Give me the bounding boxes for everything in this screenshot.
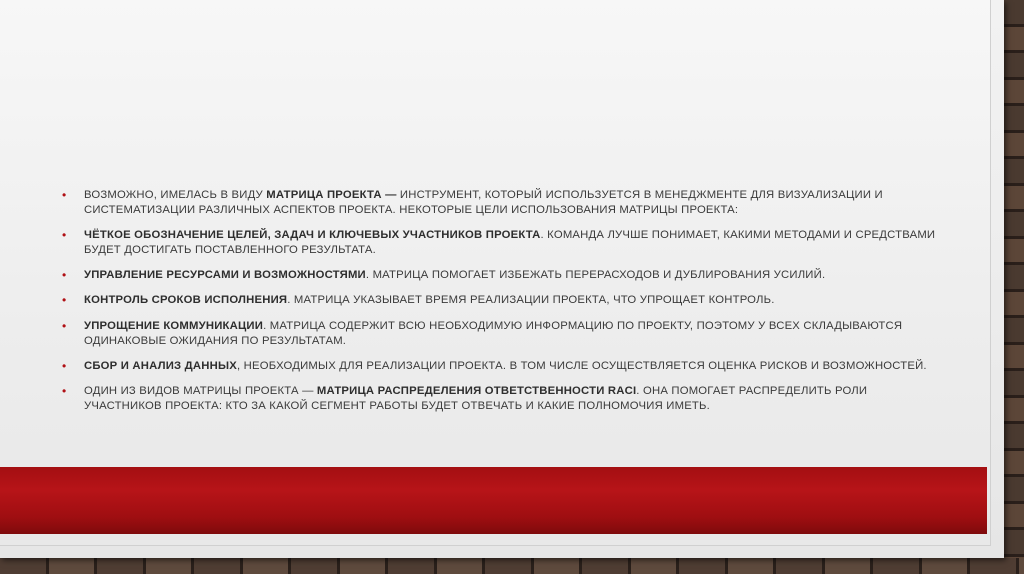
list-item: [62, 359, 942, 374]
item-text-regular: ВОЗМОЖНО, ИМЕЛАСЬ В ВИДУ: [84, 189, 267, 201]
list-item: [62, 228, 942, 258]
list-item: [62, 188, 942, 218]
item-text-regular: . МАТРИЦА СОДЕРЖИТ ВСЮ НЕОБХОДИМУЮ ИНФОРМАЦИЮ ПО ПРОЕКТУ, ПОЭТОМУ У ВСЕХ СКЛАДЫВАЮТСЯ ОДИНАКОВЫЕ ОЖИДАНИЯ ПО РЕЗУЛЬТАТАМ.: [84, 319, 903, 347]
item-text-regular: . МАТРИЦА УКАЗЫВАЕТ ВРЕМЯ РЕАЛИЗАЦИИ ПРОЕКТА, ЧТО УПРОЩАЕТ КОНТРОЛЬ.: [287, 294, 775, 307]
list-item: [62, 319, 942, 349]
list-item: [62, 293, 942, 308]
item-text-regular: . КОМАНДА ЛУЧШЕ ПОНИМАЕТ, КАКИМИ МЕТОДАМИ И СРЕДСТВАМИ БУДЕТ ДОСТИГАТЬ ПОСТАВЛЕННОГО РЕЗУЛЬТАТА.: [84, 229, 936, 256]
item-text-bold: МАТРИЦА ПРОЕКТА —: [266, 189, 397, 201]
bullet-icon: •: [62, 318, 67, 333]
item-text-bold: УПРОЩЕНИЕ КОММУНИКАЦИИ: [84, 319, 264, 332]
list-item: [62, 384, 942, 414]
list-item: [62, 268, 942, 283]
item-text-bold: МАТРИЦА РАСПРЕДЕЛЕНИЯ ОТВЕТСТВЕННОСТИ RACI: [316, 385, 637, 398]
brick-wall-background-right: [1004, 0, 1024, 574]
bullet-icon: •: [62, 228, 67, 243]
item-text-regular: . МАТРИЦА ПОМОГАЕТ ИЗБЕЖАТЬ ПЕРЕРАСХОДОВ И ДУБЛИРОВАНИЯ УСИЛИЙ.: [365, 269, 826, 282]
bullet-icon: •: [62, 188, 67, 202]
item-text-bold: КОНТРОЛЬ СРОКОВ ИСПОЛНЕНИЯ: [84, 294, 288, 307]
accent-red-band: [0, 467, 987, 534]
item-text-regular: . ОНА ПОМОГАЕТ РАСПРЕДЕЛИТЬ РОЛИ УЧАСТНИКОВ ПРОЕКТА: КТО ЗА КАКОЙ СЕГМЕНТ РАБОТЫ БУДЕТ ОТВЕЧАТЬ И КАКИЕ ПОЛНОМОЧИЯ ИМЕТЬ.: [84, 385, 868, 412]
item-text-bold: СБОР И АНАЛИЗ ДАННЫХ: [84, 359, 237, 372]
bullet-icon: •: [62, 268, 67, 283]
item-text-bold: УПРАВЛЕНИЕ РЕСУРСАМИ И ВОЗМОЖНОСТЯМИ: [84, 269, 366, 282]
bullet-list: [62, 188, 942, 424]
brick-wall-background-bottom: [0, 558, 1024, 574]
item-text-bold: ЧЁТКОЕ ОБОЗНАЧЕНИЕ ЦЕЛЕЙ, ЗАДАЧ И КЛЮЧЕВЫХ УЧАСТНИКОВ ПРОЕКТА: [84, 229, 541, 242]
item-text-regular: , НЕОБХОДИМЫХ ДЛЯ РЕАЛИЗАЦИИ ПРОЕКТА. В ТОМ ЧИСЛЕ ОСУЩЕСТВЛЯЕТСЯ ОЦЕНКА РИСКОВ И ВОЗМОЖНОСТЕЙ.: [237, 359, 927, 372]
bullet-icon: •: [62, 358, 67, 373]
item-text-regular: ОДИН ИЗ ВИДОВ МАТРИЦЫ ПРОЕКТА —: [84, 385, 317, 398]
bullet-icon: •: [62, 293, 67, 308]
bullet-icon: •: [62, 384, 67, 399]
item-text-regular: ИНСТРУМЕНТ, КОТОРЫЙ ИСПОЛЬЗУЕТСЯ В МЕНЕДЖМЕНТЕ ДЛЯ ВИЗУАЛИЗАЦИИ И СИСТЕМАТИЗАЦИИ РАЗЛИЧНЫХ АСПЕКТОВ ПРОЕКТА. НЕКОТОРЫЕ ЦЕЛИ ИСПОЛЬЗОВАНИЯ МАТРИЦЫ ПРОЕКТА:: [84, 189, 883, 216]
